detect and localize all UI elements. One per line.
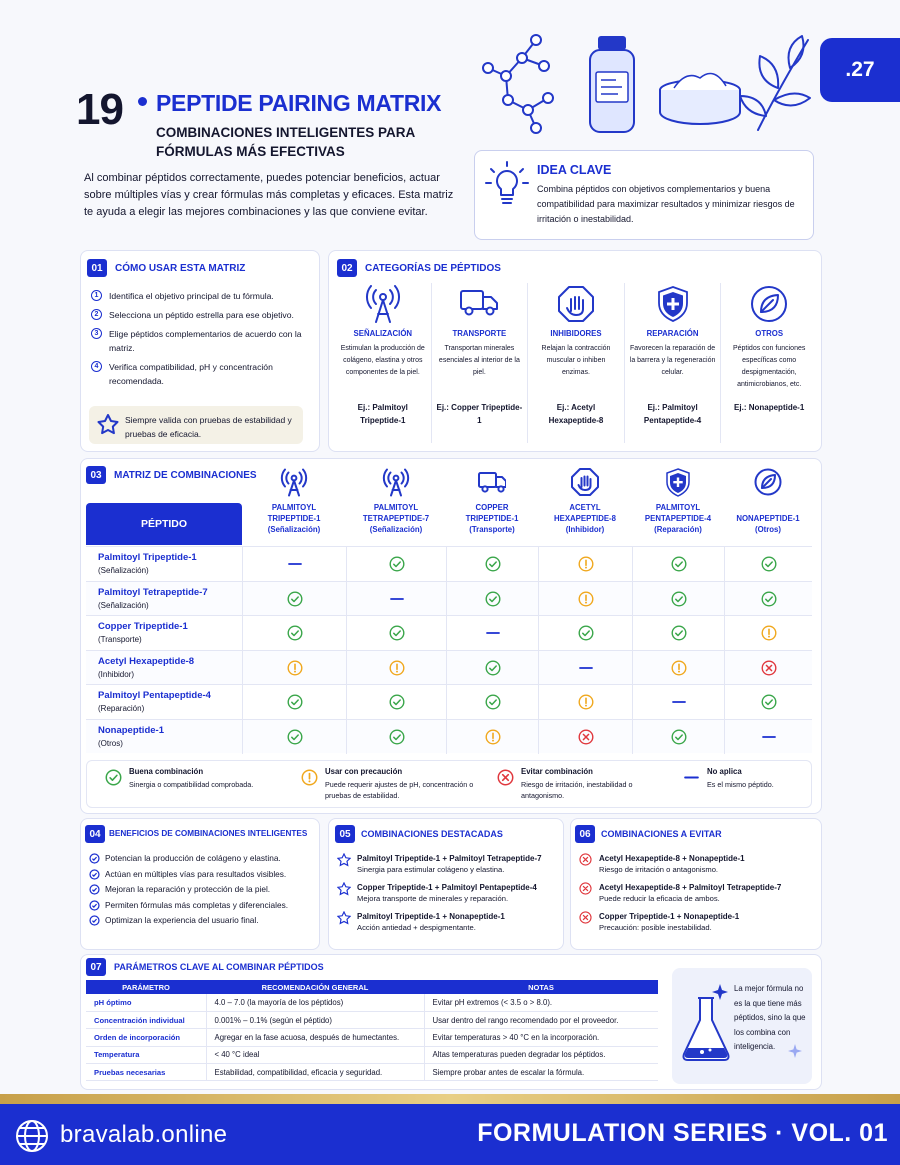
hand-stop-icon bbox=[557, 285, 595, 323]
category-name: SEÑALIZACIÓN bbox=[353, 329, 413, 338]
matrix-cell-good bbox=[724, 547, 812, 582]
category-example: Ej.: Palmitoyl Pentapeptide-4 bbox=[643, 403, 702, 425]
matrix-cell-caution bbox=[632, 651, 724, 686]
benefit-text: Actúan en múltiples vías para resultados visibles. bbox=[105, 868, 287, 879]
step-text: Verifica compatibilidad, pH y concentración recomendada. bbox=[109, 362, 273, 386]
params-cell: Agregar en la fase acuosa, después de humectantes. bbox=[206, 1029, 424, 1046]
featured-item bbox=[337, 853, 542, 875]
step-number: 2 bbox=[91, 309, 102, 320]
section-badge: 04 bbox=[85, 825, 105, 843]
matrix-cell-caution bbox=[538, 547, 632, 582]
combo-note: Sinergia para estimular colágeno y elastina. bbox=[357, 865, 505, 874]
warning-circle-icon bbox=[578, 694, 594, 710]
check-circle-icon bbox=[287, 694, 303, 710]
shield-plus-icon bbox=[655, 285, 691, 323]
benefit-item bbox=[89, 853, 288, 864]
step-text: Elige péptidos complementarios de acuerdo con la matriz. bbox=[109, 329, 302, 353]
check-circle-icon bbox=[485, 694, 501, 710]
column-l2: TRIPEPTIDE-1 bbox=[267, 514, 321, 523]
check-circle-icon bbox=[485, 660, 501, 676]
matrix-cell-good bbox=[346, 547, 446, 582]
check-circle-icon bbox=[287, 625, 303, 641]
matrix-cell-avoid bbox=[538, 720, 632, 755]
page-title: PEPTIDE PAIRING MATRIX bbox=[156, 90, 442, 116]
check-circle-icon bbox=[105, 769, 122, 786]
row-peptide-category: (Señalización) bbox=[98, 600, 149, 610]
column-l1: COPPER bbox=[475, 503, 509, 512]
check-circle-icon bbox=[389, 556, 405, 572]
matrix-row bbox=[86, 615, 812, 650]
category-example: Ej.: Palmitoyl Tripeptide-1 bbox=[357, 403, 408, 425]
warning-circle-icon bbox=[761, 625, 777, 641]
row-peptide-category: (Señalización) bbox=[98, 566, 149, 575]
legend-title: Buena combinación bbox=[129, 767, 204, 776]
category-name: OTROS bbox=[755, 329, 784, 338]
params-cell: Usar dentro del rango recomendado por el proveedor. bbox=[424, 1011, 658, 1028]
column-l1: PALMITOYL bbox=[373, 503, 419, 512]
matrix-row bbox=[86, 650, 812, 685]
row-peptide-name: Palmitoyl Tripeptide-1 bbox=[98, 552, 197, 563]
matrix-column-header bbox=[242, 468, 346, 535]
matrix-cell-avoid bbox=[724, 651, 812, 686]
dash-icon bbox=[671, 694, 687, 710]
footer-series: FORMULATION SERIES · VOL. 01 bbox=[477, 1119, 888, 1147]
category-others bbox=[720, 283, 817, 443]
matrix-column-header bbox=[632, 468, 724, 535]
matrix-cell-na bbox=[242, 547, 346, 582]
params-cell: Concentración individual bbox=[86, 1011, 206, 1028]
benefit-item bbox=[89, 884, 288, 895]
avoid-list bbox=[579, 853, 781, 940]
params-cell: Altas temperaturas pueden degradar los péptidos. bbox=[424, 1046, 658, 1063]
dash-icon bbox=[287, 556, 303, 572]
matrix-cell-good bbox=[632, 720, 724, 755]
params-cell: Evitar temperaturas > 40 °C en la incorporación. bbox=[424, 1029, 658, 1046]
section-badge: 07 bbox=[86, 958, 106, 976]
tip-box bbox=[89, 406, 303, 444]
category-repair bbox=[624, 283, 721, 443]
combo-pair: Palmitoyl Tripeptide-1 + Palmitoyl Tetrapeptide-7 bbox=[357, 854, 542, 863]
step-text: Selecciona un péptido estrella para ese objetivo. bbox=[109, 310, 294, 320]
benefit-text: Permiten fórmulas más completas y diferenciales. bbox=[105, 899, 289, 910]
check-circle-icon bbox=[89, 869, 100, 880]
benefit-item bbox=[89, 869, 288, 880]
column-l1: ACETYL bbox=[569, 503, 601, 512]
warning-circle-icon bbox=[485, 729, 501, 745]
matrix-cell-caution bbox=[724, 616, 812, 651]
check-circle-icon bbox=[89, 900, 100, 911]
category-example: Ej.: Copper Tripeptide-1 bbox=[436, 403, 523, 425]
check-circle-icon bbox=[389, 729, 405, 745]
check-circle-icon bbox=[287, 591, 303, 607]
title-bullet bbox=[138, 97, 147, 106]
check-circle-icon bbox=[671, 729, 687, 745]
check-circle-icon bbox=[89, 915, 100, 926]
step-item bbox=[91, 308, 309, 322]
categories-card bbox=[328, 250, 822, 452]
benefit-text: Optimizan la experiencia del usuario final. bbox=[105, 915, 259, 925]
column-cat: (Transporte) bbox=[469, 525, 515, 534]
bottle-icon bbox=[590, 36, 634, 132]
benefit-text: Potencian la producción de colágeno y elastina. bbox=[105, 853, 281, 863]
benefits-list bbox=[89, 853, 288, 931]
matrix-cell-good bbox=[724, 685, 812, 720]
avoid-card bbox=[570, 818, 822, 950]
gold-divider bbox=[0, 1094, 900, 1104]
step-number: 1 bbox=[91, 290, 102, 301]
column-l1: NONAPEPTIDE-1 bbox=[736, 514, 800, 523]
section-number: 19 bbox=[76, 85, 123, 134]
category-signaling bbox=[335, 283, 431, 443]
x-circle-icon bbox=[497, 769, 514, 786]
params-cell: Temperatura bbox=[86, 1046, 206, 1063]
category-inhibitors bbox=[527, 283, 624, 443]
row-peptide-category: (Otros) bbox=[98, 738, 123, 748]
tip-text: Siempre valida con pruebas de estabilidad y pruebas de eficacia. bbox=[125, 415, 292, 439]
featured-card bbox=[328, 818, 564, 950]
benefit-text: Mejoran la reparación y protección de la piel. bbox=[105, 884, 271, 894]
category-desc: Péptidos con funciones específicas como despigmentación, antimicrobianos, etc. bbox=[732, 345, 806, 388]
section-badge: 02 bbox=[337, 259, 357, 277]
params-cell: Estabilidad, compatibilidad, eficacia y seguridad. bbox=[206, 1064, 424, 1081]
matrix-cell-good bbox=[346, 685, 446, 720]
featured-item bbox=[337, 882, 542, 904]
truck-icon bbox=[459, 285, 499, 319]
legend-title: Evitar combinación bbox=[521, 767, 593, 776]
row-peptide-category: (Transporte) bbox=[98, 635, 142, 644]
legend-desc: Puede requerir ajustes de pH, concentración o pruebas de estabilidad. bbox=[325, 780, 474, 800]
matrix-column-header bbox=[538, 468, 632, 535]
star-badge-icon bbox=[97, 414, 119, 436]
footer bbox=[0, 1104, 900, 1165]
how-to-card bbox=[80, 250, 320, 452]
row-peptide-name: Palmitoyl Tetrapeptide-7 bbox=[98, 586, 208, 598]
matrix-cell-good bbox=[242, 616, 346, 651]
matrix-legend bbox=[86, 760, 812, 808]
legend-title: No aplica bbox=[707, 767, 742, 776]
featured-list bbox=[337, 853, 542, 940]
warning-circle-icon bbox=[578, 591, 594, 607]
category-name: INHIBIDORES bbox=[550, 329, 602, 338]
matrix-cell-caution bbox=[242, 651, 346, 686]
dash-icon bbox=[761, 729, 777, 745]
check-circle-icon bbox=[89, 853, 100, 864]
params-cell: Pruebas necesarias bbox=[86, 1064, 206, 1081]
benefit-item bbox=[89, 900, 288, 911]
matrix-cell-caution bbox=[538, 685, 632, 720]
matrix-cell-good bbox=[242, 685, 346, 720]
matrix-cell-good bbox=[538, 616, 632, 651]
check-circle-icon bbox=[671, 591, 687, 607]
leaf-circle-icon bbox=[750, 285, 788, 323]
matrix-cell-good bbox=[346, 616, 446, 651]
params-cell: 0.001% – 0.1% (según el péptido) bbox=[206, 1011, 424, 1028]
step-item bbox=[91, 360, 309, 388]
row-peptide-name: Palmitoyl Pentapeptide-4 bbox=[98, 690, 211, 701]
legend-desc: Sinergia o compatibilidad comprobada. bbox=[129, 780, 254, 789]
hand-stop-icon bbox=[571, 468, 599, 498]
category-desc: Favorecen la reparación de la barrera y la regeneración celular. bbox=[629, 345, 716, 376]
check-circle-icon bbox=[761, 591, 777, 607]
avoid-item bbox=[579, 882, 781, 904]
leaf-branch-icon bbox=[740, 36, 810, 130]
row-peptide-name: Acetyl Hexapeptide-8 bbox=[98, 655, 195, 667]
legend-desc: Riesgo de irritación, inestabilidad o antagonismo. bbox=[521, 780, 633, 800]
flask-icon bbox=[676, 982, 736, 1072]
check-circle-icon bbox=[485, 556, 501, 572]
x-circle-icon bbox=[579, 911, 592, 924]
matrix-cell-good bbox=[632, 616, 724, 651]
dash-icon bbox=[485, 625, 501, 641]
matrix-row bbox=[86, 719, 812, 754]
category-name: REPARACIÓN bbox=[646, 329, 699, 338]
dash-icon bbox=[578, 660, 594, 676]
section-title: COMBINACIONES A EVITAR bbox=[601, 829, 722, 839]
star-icon bbox=[337, 882, 351, 896]
category-example: Ej.: Acetyl Hexapeptide-8 bbox=[548, 403, 604, 425]
x-circle-icon bbox=[761, 660, 777, 676]
column-cat: (Señalización) bbox=[267, 525, 321, 534]
row-peptide-category: (Inhibidor) bbox=[98, 669, 135, 679]
matrix-cell-caution bbox=[446, 720, 538, 755]
matrix-cell-good bbox=[446, 582, 538, 617]
intro-text: Al combinar péptidos correctamente, puedes potenciar beneficios, actuar sobre múltiples vías y crear fórmulas más completas y eficaces. Esta matriz te ayuda a elegir las mejores combinaciones y las que conviene evitar. bbox=[84, 172, 454, 218]
idea-box bbox=[474, 150, 814, 240]
category-example: Ej.: Nonapeptide-1 bbox=[734, 403, 805, 412]
molecule-icon bbox=[483, 35, 553, 133]
combo-note: Precaución: posible inestabilidad. bbox=[599, 923, 712, 932]
star-icon bbox=[337, 853, 351, 867]
column-l1: PALMITOYL bbox=[655, 503, 701, 512]
avoid-item bbox=[579, 853, 781, 875]
category-name: TRANSPORTE bbox=[452, 329, 507, 338]
column-l2: TETRAPEPTIDE-7 bbox=[362, 514, 430, 523]
params-cell: Siempre probar antes de escalar la fórmula. bbox=[424, 1064, 658, 1081]
column-cat: (Señalización) bbox=[369, 525, 423, 534]
x-circle-icon bbox=[578, 729, 594, 745]
truck-icon bbox=[478, 468, 506, 498]
steps-list bbox=[91, 289, 309, 393]
matrix-row bbox=[86, 684, 812, 719]
params-row bbox=[86, 1064, 658, 1081]
x-circle-icon bbox=[579, 853, 592, 866]
section-title: BENEFICIOS DE COMBINACIONES INTELIGENTES bbox=[109, 829, 308, 838]
x-circle-icon bbox=[579, 882, 592, 895]
warning-circle-icon bbox=[578, 556, 594, 572]
params-header-row bbox=[86, 980, 658, 994]
signal-tower-icon bbox=[280, 468, 308, 498]
combo-pair: Copper Tripeptide-1 + Nonapeptide-1 bbox=[599, 912, 740, 921]
combo-note: Acción antiedad + despigmentante. bbox=[357, 923, 476, 932]
column-l2: TRIPEPTIDE-1 bbox=[465, 514, 519, 523]
combo-pair: Copper Tripeptide-1 + Palmitoyl Pentapeptide-4 bbox=[357, 883, 537, 892]
matrix-column-header bbox=[446, 468, 538, 535]
matrix-cell-good bbox=[242, 582, 346, 617]
section-title: COMBINACIONES DESTACADAS bbox=[361, 829, 503, 839]
column-cat: (Reparación) bbox=[654, 525, 702, 534]
footer-website[interactable]: bravalab.online bbox=[60, 1121, 228, 1148]
column-cat: (Otros) bbox=[755, 525, 781, 534]
combo-pair: Palmitoyl Tripeptide-1 + Nonapeptide-1 bbox=[357, 912, 505, 921]
section-badge: 01 bbox=[87, 259, 107, 277]
matrix-cell-caution bbox=[538, 582, 632, 617]
warning-circle-icon bbox=[301, 769, 318, 786]
params-cell: < 40 °C ideal bbox=[206, 1046, 424, 1063]
matrix-column-header bbox=[346, 468, 446, 535]
legend-title: Usar con precaución bbox=[325, 767, 403, 776]
combo-note: Puede reducir la eficacia de ambos. bbox=[599, 894, 720, 903]
flask-note-text: La mejor fórmula no es la que tiene más péptidos, sino la que los combina con inteligencia. bbox=[734, 984, 806, 1051]
row-peptide-category: (Reparación) bbox=[98, 704, 145, 713]
check-circle-icon bbox=[389, 694, 405, 710]
section-title: CATEGORÍAS DE PÉPTIDOS bbox=[365, 263, 501, 274]
check-circle-icon bbox=[761, 694, 777, 710]
dash-icon bbox=[683, 769, 700, 786]
params-row bbox=[86, 1011, 658, 1028]
combo-note: Riesgo de irritación o antagonismo. bbox=[599, 865, 719, 874]
matrix-cell-good bbox=[724, 582, 812, 617]
matrix-row-header: PÉPTIDO bbox=[86, 503, 242, 545]
check-circle-icon bbox=[389, 625, 405, 641]
matrix-row bbox=[86, 581, 812, 616]
matrix-cell-na bbox=[724, 720, 812, 755]
step-item bbox=[91, 289, 309, 303]
category-desc: Transportan minerales esenciales al interior de la piel. bbox=[438, 345, 520, 376]
step-text: Identifica el objetivo principal de tu fórmula. bbox=[109, 291, 274, 301]
matrix-cell-good bbox=[346, 720, 446, 755]
params-header: PARÁMETRO bbox=[86, 980, 206, 994]
params-header: NOTAS bbox=[424, 980, 658, 994]
leaf-circle-icon bbox=[754, 468, 782, 498]
check-circle-icon bbox=[761, 556, 777, 572]
params-table bbox=[86, 980, 658, 1081]
check-circle-icon bbox=[89, 884, 100, 895]
matrix-column-header bbox=[724, 468, 812, 535]
section-badge: 06 bbox=[575, 825, 595, 843]
step-number: 4 bbox=[91, 361, 102, 372]
column-cat: (Inhibidor) bbox=[565, 525, 605, 534]
category-desc: Estimulan la producción de colágeno, elastina y otros componentes de la piel. bbox=[340, 345, 425, 376]
params-body bbox=[86, 994, 658, 1081]
check-circle-icon bbox=[671, 556, 687, 572]
cream-jar-icon bbox=[660, 74, 740, 125]
lightbulb-icon bbox=[485, 161, 529, 211]
benefits-card bbox=[80, 818, 320, 950]
dash-icon bbox=[389, 591, 405, 607]
params-row bbox=[86, 1046, 658, 1063]
params-cell: Evitar pH extremos (< 3.5 o > 8.0). bbox=[424, 994, 658, 1011]
category-transport bbox=[431, 283, 528, 443]
combo-note: Mejora transporte de minerales y reparación. bbox=[357, 894, 509, 903]
section-title: PARÁMETROS CLAVE AL COMBINAR PÉPTIDOS bbox=[114, 962, 324, 972]
page-subtitle: COMBINACIONES INTELIGENTES PARA FÓRMULAS MÁS EFECTIVAS bbox=[156, 125, 415, 159]
category-list bbox=[335, 283, 817, 443]
legend-desc: Es el mismo péptido. bbox=[707, 780, 774, 789]
page-number: .27 bbox=[820, 38, 900, 102]
warning-circle-icon bbox=[671, 660, 687, 676]
matrix-cell-na bbox=[446, 616, 538, 651]
category-desc: Relajan la contracción muscular o inhiben enzimas. bbox=[541, 345, 611, 376]
featured-item bbox=[337, 911, 542, 933]
params-cell: pH óptimo bbox=[86, 994, 206, 1011]
params-header: RECOMENDACIÓN GENERAL bbox=[206, 980, 424, 994]
shield-plus-icon bbox=[664, 468, 692, 498]
check-circle-icon bbox=[485, 591, 501, 607]
header-illustration bbox=[478, 28, 818, 138]
matrix-cell-good bbox=[632, 582, 724, 617]
matrix-cell-caution bbox=[346, 651, 446, 686]
signal-tower-icon bbox=[365, 285, 401, 323]
check-circle-icon bbox=[671, 625, 687, 641]
matrix-cell-good bbox=[242, 720, 346, 755]
matrix-cell-na bbox=[346, 582, 446, 617]
combo-pair: Acetyl Hexapeptide-8 + Nonapeptide-1 bbox=[599, 854, 745, 863]
section-badge: 05 bbox=[335, 825, 355, 843]
matrix-cell-good bbox=[632, 547, 724, 582]
column-l2: HEXAPEPTIDE-8 bbox=[554, 514, 616, 523]
column-l1: PALMITOYL bbox=[271, 503, 317, 512]
matrix-cell-good bbox=[446, 547, 538, 582]
matrix-row bbox=[86, 546, 812, 581]
step-item bbox=[91, 327, 309, 355]
signal-tower-icon bbox=[382, 468, 410, 498]
warning-circle-icon bbox=[287, 660, 303, 676]
params-cell: Orden de incorporación bbox=[86, 1029, 206, 1046]
idea-text: Combina péptidos con objetivos complementarios y buena compatibilidad para maximizar resultados y minimizar riesgos de irritación o inestabilidad. bbox=[537, 184, 795, 224]
section-title: MATRIZ DE COMBINACIONES bbox=[114, 470, 257, 481]
matrix-cell-na bbox=[538, 651, 632, 686]
row-peptide-name: Copper Tripeptide-1 bbox=[98, 621, 188, 632]
column-l2: PENTAPEPTIDE-4 bbox=[644, 514, 712, 523]
warning-circle-icon bbox=[389, 660, 405, 676]
params-cell: 4.0 – 7.0 (la mayoría de los péptidos) bbox=[206, 994, 424, 1011]
matrix-cell-na bbox=[632, 685, 724, 720]
row-peptide-name: Nonapeptide-1 bbox=[98, 724, 164, 736]
idea-title: IDEA CLAVE bbox=[537, 163, 612, 177]
combo-pair: Acetyl Hexapeptide-8 + Palmitoyl Tetrapeptide-7 bbox=[599, 883, 782, 892]
matrix-cell-good bbox=[446, 651, 538, 686]
globe-icon bbox=[14, 1118, 50, 1154]
section-title: CÓMO USAR ESTA MATRIZ bbox=[115, 263, 246, 274]
check-circle-icon bbox=[287, 729, 303, 745]
params-row bbox=[86, 1029, 658, 1046]
flask-note bbox=[672, 968, 812, 1084]
check-circle-icon bbox=[578, 625, 594, 641]
benefit-item bbox=[89, 915, 288, 926]
params-row bbox=[86, 994, 658, 1011]
section-badge: 03 bbox=[86, 466, 106, 484]
step-number: 3 bbox=[91, 328, 102, 339]
star-icon bbox=[337, 911, 351, 925]
avoid-item bbox=[579, 911, 781, 933]
matrix-cell-good bbox=[446, 685, 538, 720]
